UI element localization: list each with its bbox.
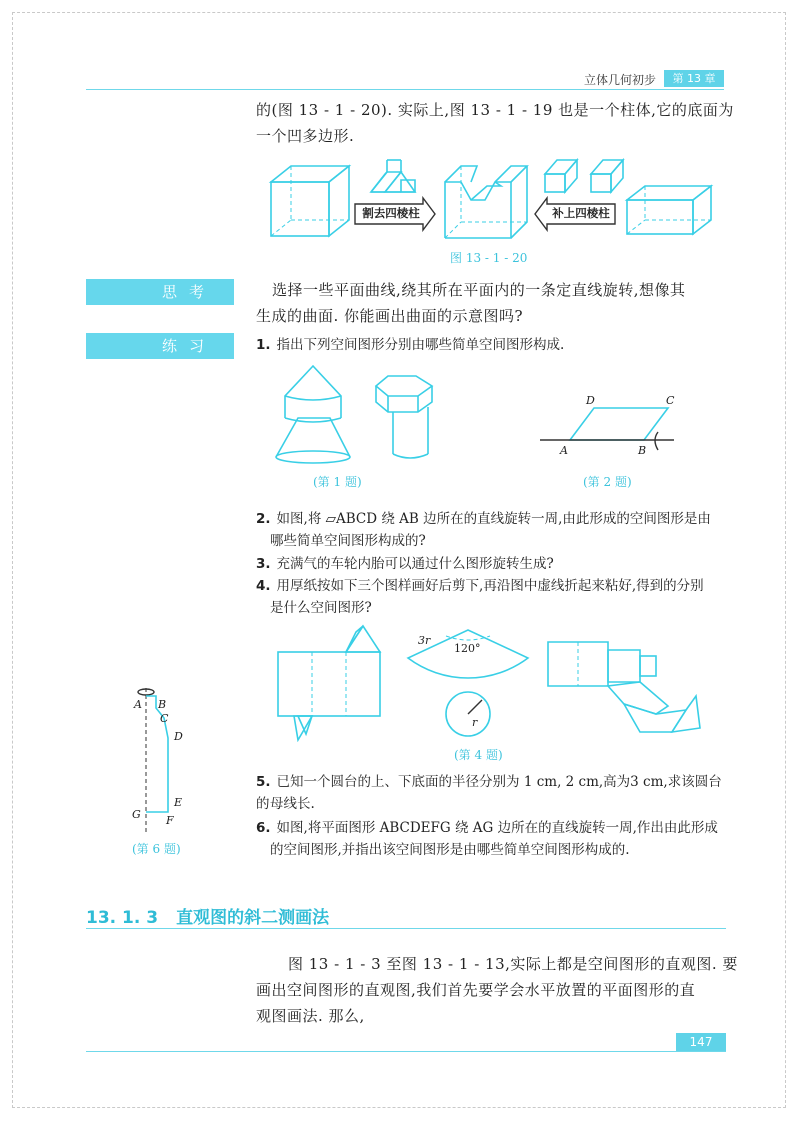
full-box-left xyxy=(271,166,349,236)
svg-text:r: r xyxy=(472,716,478,729)
think-line-2: 生成的曲面. 你能画出曲面的示意图吗? xyxy=(256,307,524,325)
svg-text:E: E xyxy=(174,796,183,809)
section-rule xyxy=(86,928,726,929)
svg-text:B: B xyxy=(638,444,647,457)
intro-line-1: 的(图 13 - 1 - 20). 实际上,图 13 - 1 - 19 也是一个柱体,它的底面为 xyxy=(256,101,734,119)
exercise-2: 2. 如图,将 ▱ABCD 绕 AB 边所在的直线旋转一周,由此形成的空间图形是由 xyxy=(256,511,711,527)
triangular-prism-net xyxy=(278,626,380,740)
add-prism-label: 补上四棱柱 xyxy=(552,206,610,220)
svg-text:120°: 120° xyxy=(454,642,481,655)
exercise-6-cont: 的空间图形,并指出该空间图形是由哪些简单空间图形构成的. xyxy=(270,842,630,858)
section-heading xyxy=(86,903,329,928)
figure-13-1-20 xyxy=(255,152,725,247)
svg-text:A: A xyxy=(134,698,142,711)
header-rule xyxy=(86,89,724,90)
exercise-4: 4. 用厚纸按如下三个图样画好后剪下,再沿图中虚线折起来粘好,得到的分别 xyxy=(256,578,704,594)
pentagonal-prism-net xyxy=(548,642,700,732)
q4-nets xyxy=(268,622,718,742)
running-header-title: 立体几何初步 xyxy=(584,73,657,87)
svg-text:C: C xyxy=(160,712,169,725)
section-line-3: 观图画法. 那么, xyxy=(256,1007,365,1025)
practice-label: 练习 xyxy=(162,337,217,355)
svg-text:G: G xyxy=(132,808,141,821)
svg-text:B: B xyxy=(158,698,167,711)
exercise-1: 1. 指出下列空间图形分别由哪些简单空间图形构成. xyxy=(256,337,565,353)
cone-cylinder-frustum xyxy=(276,366,350,463)
practice-label-bar xyxy=(86,333,234,359)
footer-rule xyxy=(86,1051,726,1052)
section-title: 直观图的斜二测画法 xyxy=(176,908,330,928)
svg-text:A: A xyxy=(560,444,568,457)
svg-text:3r: 3r xyxy=(418,634,431,647)
exercise-3: 3. 充满气的车轮内胎可以通过什么图形旋转生成? xyxy=(256,556,554,572)
caption-q6: (第 6 题) xyxy=(132,842,181,856)
exercise-5-cont: 母线长. xyxy=(270,796,315,812)
section-line-2: 画出空间图形的直观图,我们首先要学会水平放置的平面图形的直 xyxy=(256,981,696,999)
section-number: 13. 1. 3 xyxy=(86,908,159,928)
figure-caption-13-1-20: 图 13 - 1 - 20 xyxy=(450,251,528,265)
svg-text:D: D xyxy=(586,394,595,407)
intro-line-2: 一个凹多边形. xyxy=(256,127,355,145)
think-label: 思考 xyxy=(162,283,217,301)
think-line-1: 选择一些平面曲线,绕其所在平面内的一条定直线旋转,想像其 xyxy=(272,281,686,299)
added-prisms xyxy=(545,160,623,192)
caption-q4: (第 4 题) xyxy=(454,748,503,762)
q2-figure xyxy=(534,392,684,462)
removed-prism xyxy=(371,160,415,192)
svg-text:D: D xyxy=(174,730,183,743)
cone-net xyxy=(408,630,528,736)
page-number: 147 xyxy=(676,1033,726,1051)
rotation-arrow xyxy=(655,432,658,450)
caption-q1: (第 1 题) xyxy=(313,475,362,489)
q1-figures xyxy=(268,362,448,482)
exercise-5: 5. 已知一个圆台的上、下底面的半径分别为 1 cm, 2 cm,高为3 cm,求该圆台的 xyxy=(256,774,722,812)
chapter-tag: 第 13 章 xyxy=(664,70,724,87)
section-line-1: 图 13 - 1 - 3 至图 13 - 1 - 13,实际上都是空间图形的直观图. 要 xyxy=(288,955,738,973)
hex-prism-cylinder xyxy=(376,376,432,458)
q6-figure xyxy=(126,684,196,834)
svg-text:F: F xyxy=(166,814,174,827)
cut-prism-label: 割去四棱柱 xyxy=(362,206,420,220)
flat-box-right xyxy=(627,186,711,234)
think-label-bar xyxy=(86,279,234,305)
svg-text:C: C xyxy=(666,394,675,407)
caption-q2: (第 2 题) xyxy=(583,475,632,489)
exercise-2-cont: 哪些简单空间图形构成的? xyxy=(270,533,426,549)
exercise-6: 6. 如图,将平面图形 ABCDEFG 绕 AG 边所在的直线旋转一周,作出由此形成 xyxy=(256,820,718,836)
exercise-4-cont: 是什么空间图形? xyxy=(270,600,372,616)
notched-box xyxy=(445,166,527,238)
